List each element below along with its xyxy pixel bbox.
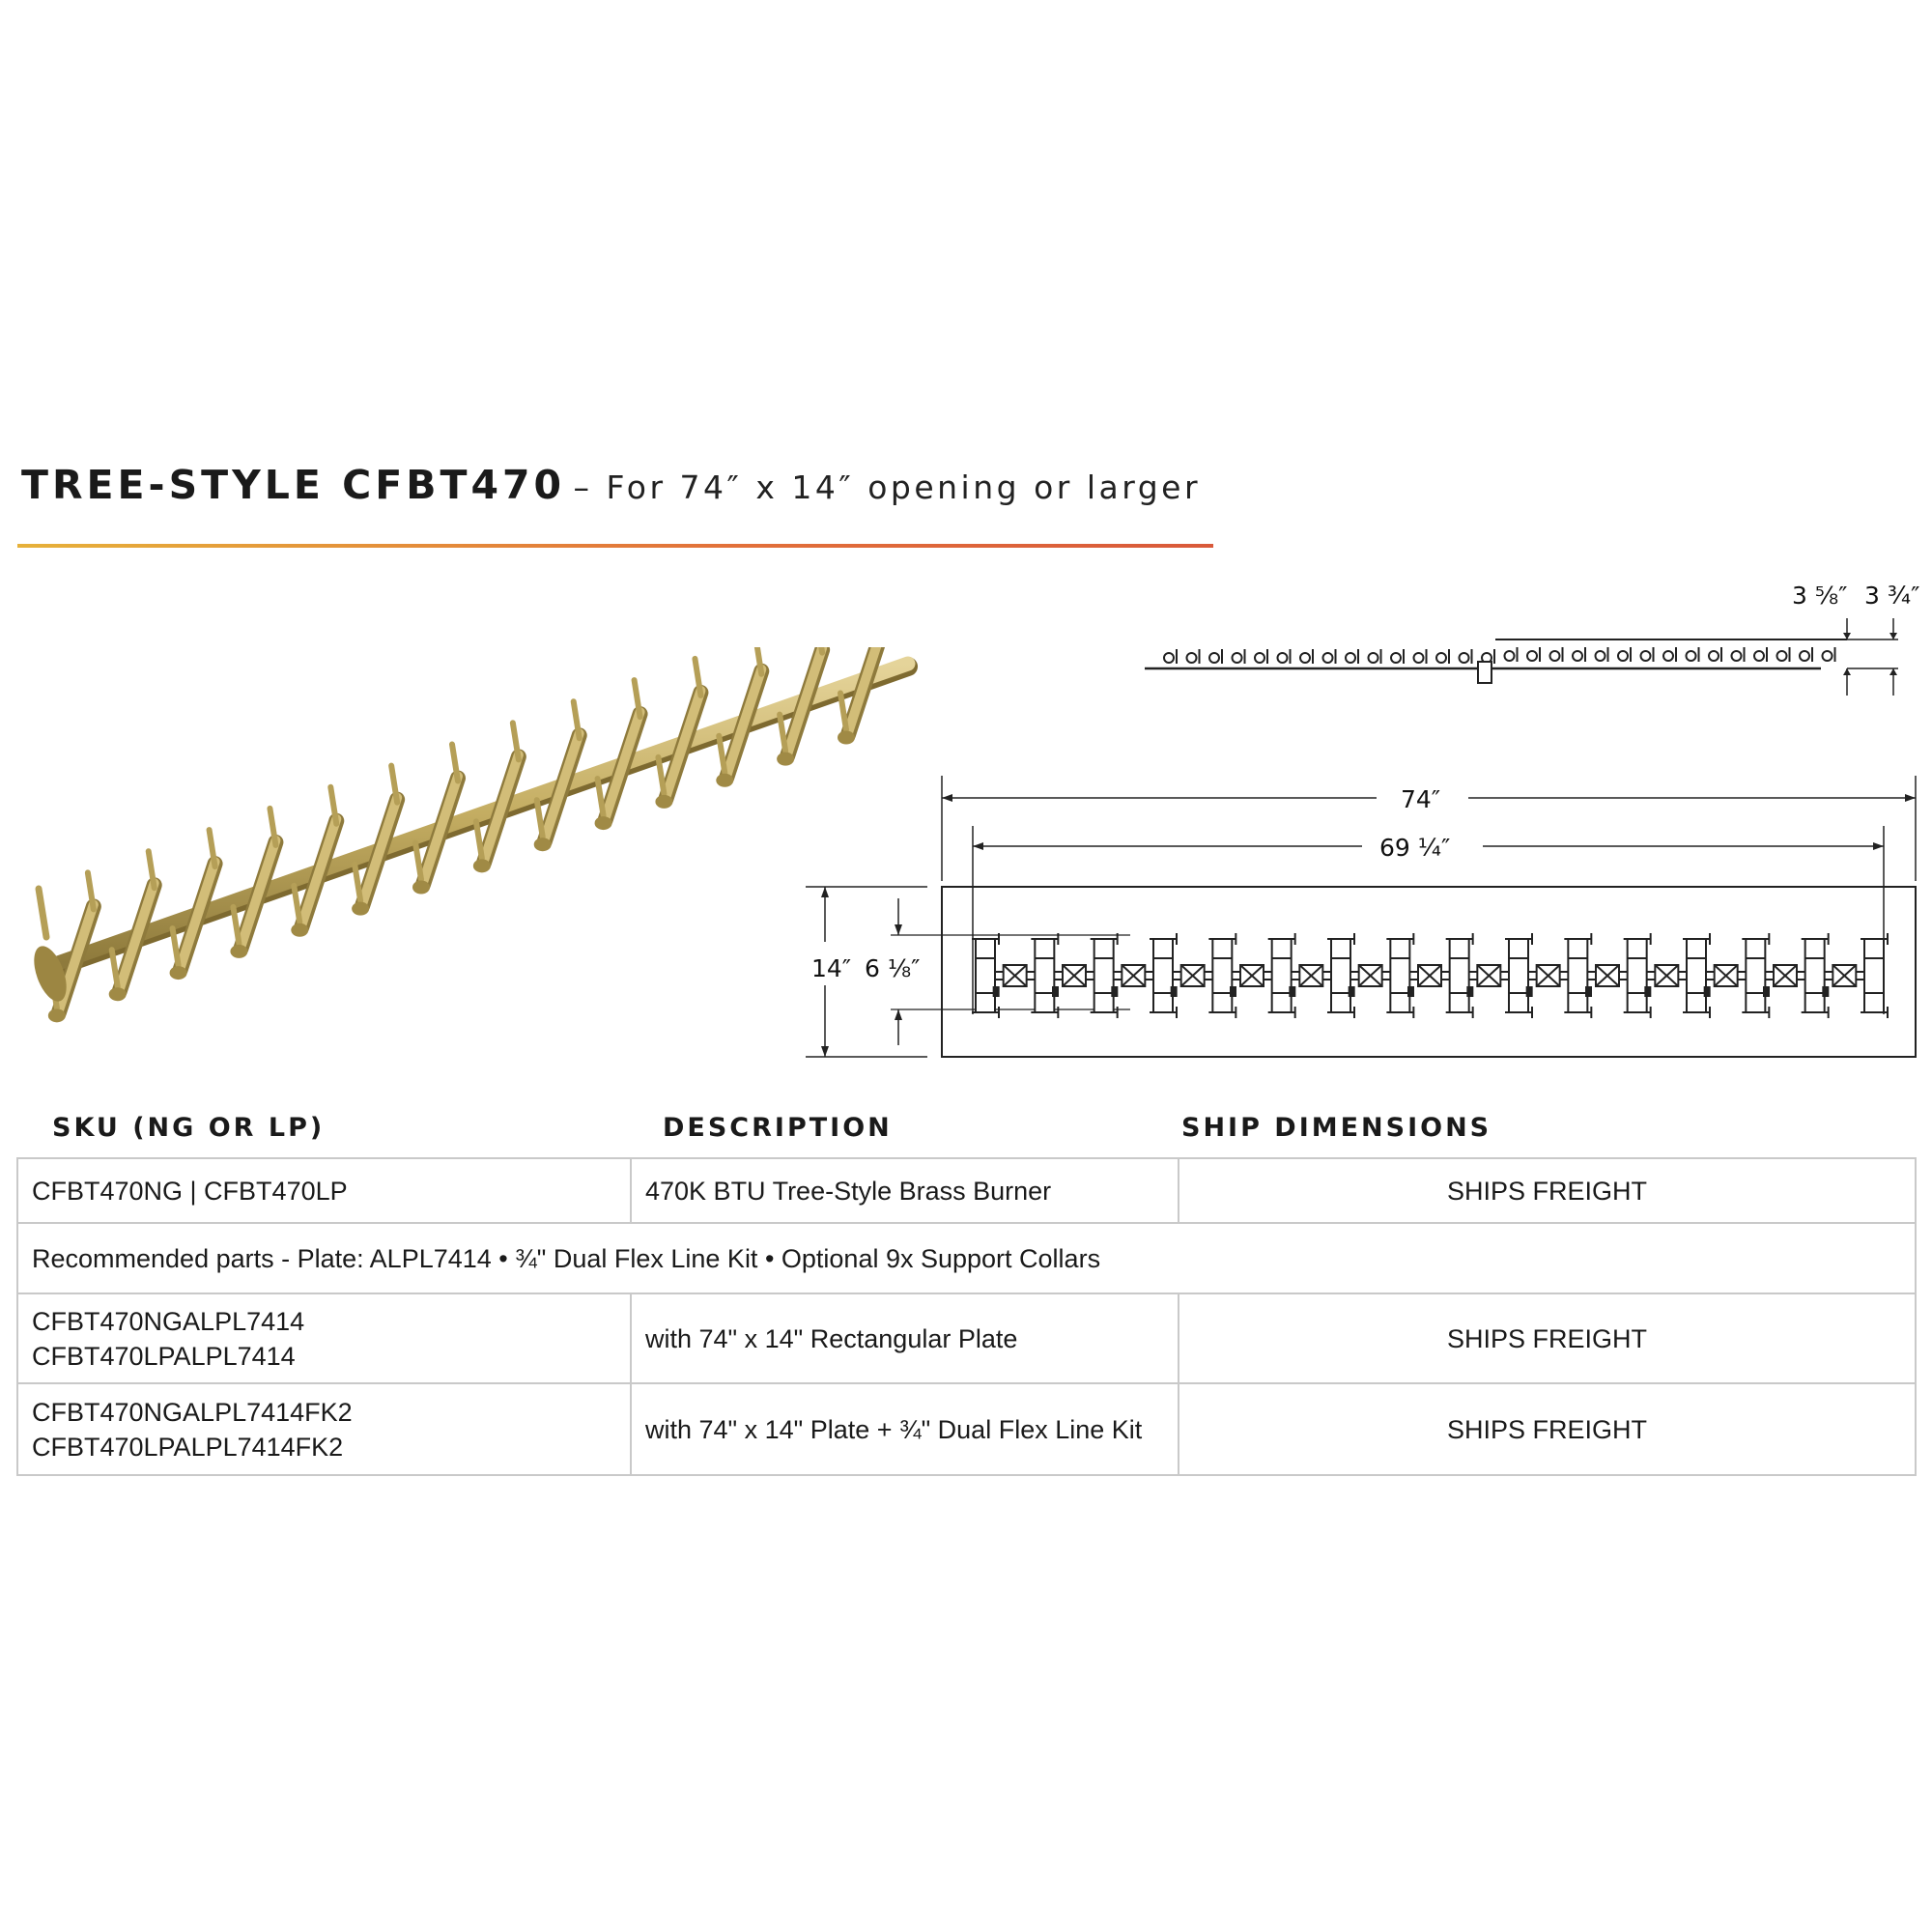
dim-depth: 14″ bbox=[811, 954, 852, 982]
dim-height-a: 3 ⅝″ bbox=[1792, 582, 1848, 610]
ship-cell: SHIPS FREIGHT bbox=[1179, 1383, 1916, 1475]
col-header-description: DESCRIPTION bbox=[663, 1113, 893, 1143]
description-cell: with 74" x 14" Plate + ¾" Dual Flex Line Kit bbox=[631, 1383, 1179, 1475]
dim-overall-width: 74″ bbox=[1401, 785, 1441, 813]
title-divider bbox=[17, 544, 1213, 548]
burner-photo bbox=[19, 647, 937, 1053]
col-header-ship: SHIP DIMENSIONS bbox=[1181, 1113, 1492, 1143]
ship-cell: SHIPS FREIGHT bbox=[1179, 1293, 1916, 1383]
sku-cell: CFBT470NG | CFBT470LP bbox=[17, 1158, 631, 1223]
description-cell: 470K BTU Tree-Style Brass Burner bbox=[631, 1158, 1179, 1223]
title-subtitle: – For 74″ x 14″ opening or larger bbox=[573, 469, 1202, 506]
recommended-parts-note: Recommended parts - Plate: ALPL7414 • ¾" Dual Flex Line Kit • Optional 9x Support Collars bbox=[17, 1223, 1916, 1293]
description-cell: with 74" x 14" Rectangular Plate bbox=[631, 1293, 1179, 1383]
spec-table bbox=[16, 1157, 1917, 1476]
burner-manifold bbox=[28, 647, 908, 1022]
table-row bbox=[17, 1383, 1916, 1475]
title-main: TREE-STYLE CFBT470 bbox=[21, 462, 566, 508]
table-row bbox=[17, 1293, 1916, 1383]
table-row bbox=[17, 1158, 1916, 1223]
dim-height-b: 3 ¾″ bbox=[1864, 582, 1920, 610]
col-header-sku: SKU (NG OR LP) bbox=[52, 1113, 326, 1143]
side-view-diagram bbox=[1140, 565, 1922, 700]
table-row-note bbox=[17, 1223, 1916, 1293]
sku-cell: CFBT470NGALPL7414FK2 CFBT470LPALPL7414FK2 bbox=[17, 1383, 631, 1475]
top-view-diagram bbox=[802, 773, 1927, 1063]
sku-cell: CFBT470NGALPL7414 CFBT470LPALPL7414 bbox=[17, 1293, 631, 1383]
ship-cell: SHIPS FREIGHT bbox=[1179, 1158, 1916, 1223]
dim-burner-depth: 6 ⅛″ bbox=[865, 954, 921, 982]
page-title bbox=[21, 462, 1219, 508]
dim-burner-width: 69 ¼″ bbox=[1379, 834, 1451, 862]
